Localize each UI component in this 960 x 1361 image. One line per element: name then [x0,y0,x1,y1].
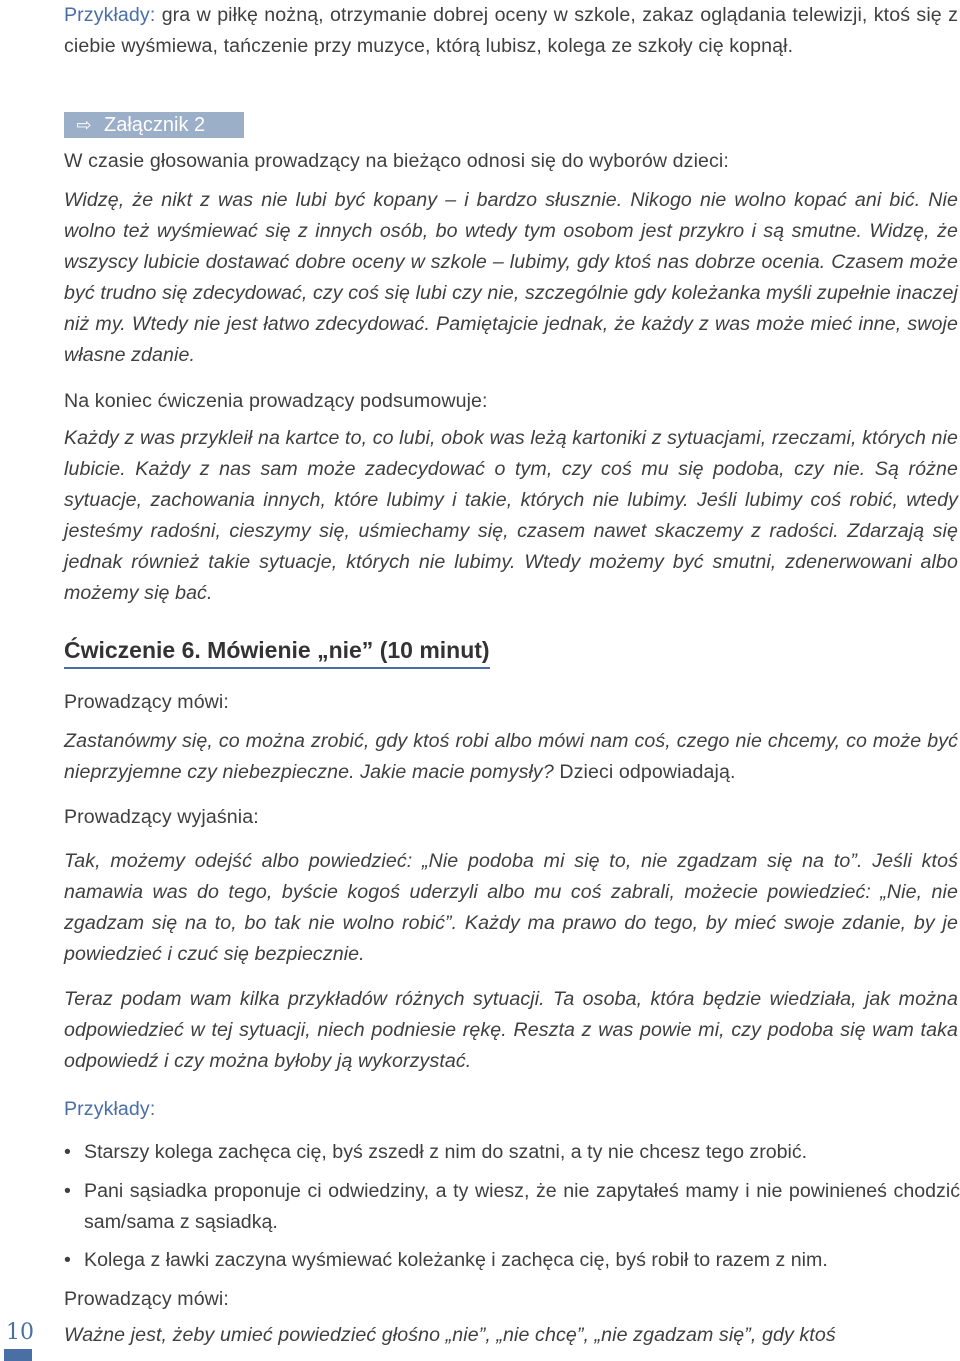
attachment-label: Załącznik 2 [104,114,206,136]
page-number-bar [4,1349,32,1361]
list-item-text: Kolega z ławki zaczyna wyśmiewać koleżankę i zachęca cię, byś robił to razem z nim. [84,1249,828,1271]
page-number: 10 [6,1320,34,1345]
paragraph-leader-says: Prowadzący mówi: [64,691,229,713]
bullet-dot: • [64,1141,71,1163]
paragraph-leader-says-2: Prowadzący mówi: [64,1288,229,1310]
attachment-badge[interactable] [64,112,244,138]
intro-text: gra w piłkę nożną, otrzymanie dobrej oceny w szkole, zakaz oglądania telewizji, ktoś się z ciebie wyśmiewa, tańczenie przy muzyce, którą lubisz, kolega ze szkoły cię kopnął. [64,4,958,57]
quote-explanation: Tak, możemy odejść albo powiedzieć: „Nie podoba mi się to, nie zgadzam się na to”. Jeśli ktoś namawia was do tego, byście kogoś uderzyli albo mu coś zabrali, możecie powiedzieć: „Nie, nie zgadzam się na to, bo tak nie wolno robić”. Każdy ma prawo do tego, by mieć swoje zdanie, by je powiedzieć i czuć się bezpiecznie. [64,850,958,965]
list-item-text: Pani sąsiadka proponuje ci odwiedziny, a ty wiesz, że nie zapytałeś mamy i nie powinieneś chodzić sam/sama z sąsiadką. [84,1180,960,1233]
quote-voting: Widzę, że nikt z was nie lubi być kopany – i bardzo słusznie. Nikogo nie wolno kopać ani bić. Nie wolno też wyśmiewać się z innych osób, bo wtedy tym osobom jest przykro i są smutne. Widzę, że wszyscy lubicie dostawać dobre oceny w szkole – lubimy, gdy ktoś nas dobrze ocenia. Czasem może być trudno się zdecydować, czy coś się lubi czy nie, szczególnie gdy koleżanka myśli zupełnie inaczej niż my. Wtedy nie jest łatwo zdecydować. Pamiętajcie jednak, że każdy z was może mieć inne, swoje własne zdanie. [64,189,958,366]
examples-label: Przykłady: [64,1098,156,1120]
exercise-title: Ćwiczenie 6. Mówienie „nie” (10 minut) [64,636,490,669]
intro-paragraph [64,0,958,62]
paragraph-leader-explains: Prowadzący wyjaśnia: [64,806,259,828]
quote-question [64,726,958,788]
intro-label: Przykłady: [64,4,156,26]
list-item-text: Starszy kolega zachęca cię, byś zszedł z nim do szatni, a ty nie chcesz tego zrobić. [84,1141,808,1163]
paragraph-voting: W czasie głosowania prowadzący na bieżąco odnosi się do wyborów dzieci: [64,150,729,172]
quote-summary: Każdy z was przykleił na kartce to, co lubi, obok was leżą kartoniki z sytuacjami, rzeczami, których nie lubicie. Każdy z nas sam może zadecydować o tym, czy coś mu się podoba, czy nie. Są różne sytuacje, zachowania innych, które lubimy i takie, których nie lubimy. Jeśli lubimy coś robić, wtedy jesteśmy radośni, cieszymy się, uśmiechamy się, czasem nawet skaczemy z radości. Zdarzają się jednak również takie sytuacje, których nie lubimy. Wtedy możemy być smutni, zdenerwowani albo możemy się bać. [64,427,958,604]
quote-question-text: Zastanówmy się, co można zrobić, gdy ktoś robi albo mówi nam coś, czego nie chcemy, co może być nieprzyjemne czy niebezpieczne. Jakie macie pomysły? [64,730,958,783]
arrow-right-icon: ⇨ [76,115,92,135]
quote-question-tail: Dzieci odpowiadają. [553,761,736,783]
quote-final: Ważne jest, żeby umieć powiedzieć głośno „nie”, „nie chcę”, „nie zgadzam się”, gdy ktoś [64,1324,836,1346]
bullet-dot: • [64,1180,71,1202]
paragraph-summary-intro: Na koniec ćwiczenia prowadzący podsumowuje: [64,390,488,412]
quote-examples-intro: Teraz podam wam kilka przykładów różnych sytuacji. Ta osoba, która będzie wiedziała, jak można odpowiedzieć w tej sytuacji, niech podniesie rękę. Reszta z was powie mi, czy podoba się wam taka odpowiedź i czy można byłoby ją wykorzystać. [64,988,958,1072]
bullet-dot: • [64,1249,71,1271]
